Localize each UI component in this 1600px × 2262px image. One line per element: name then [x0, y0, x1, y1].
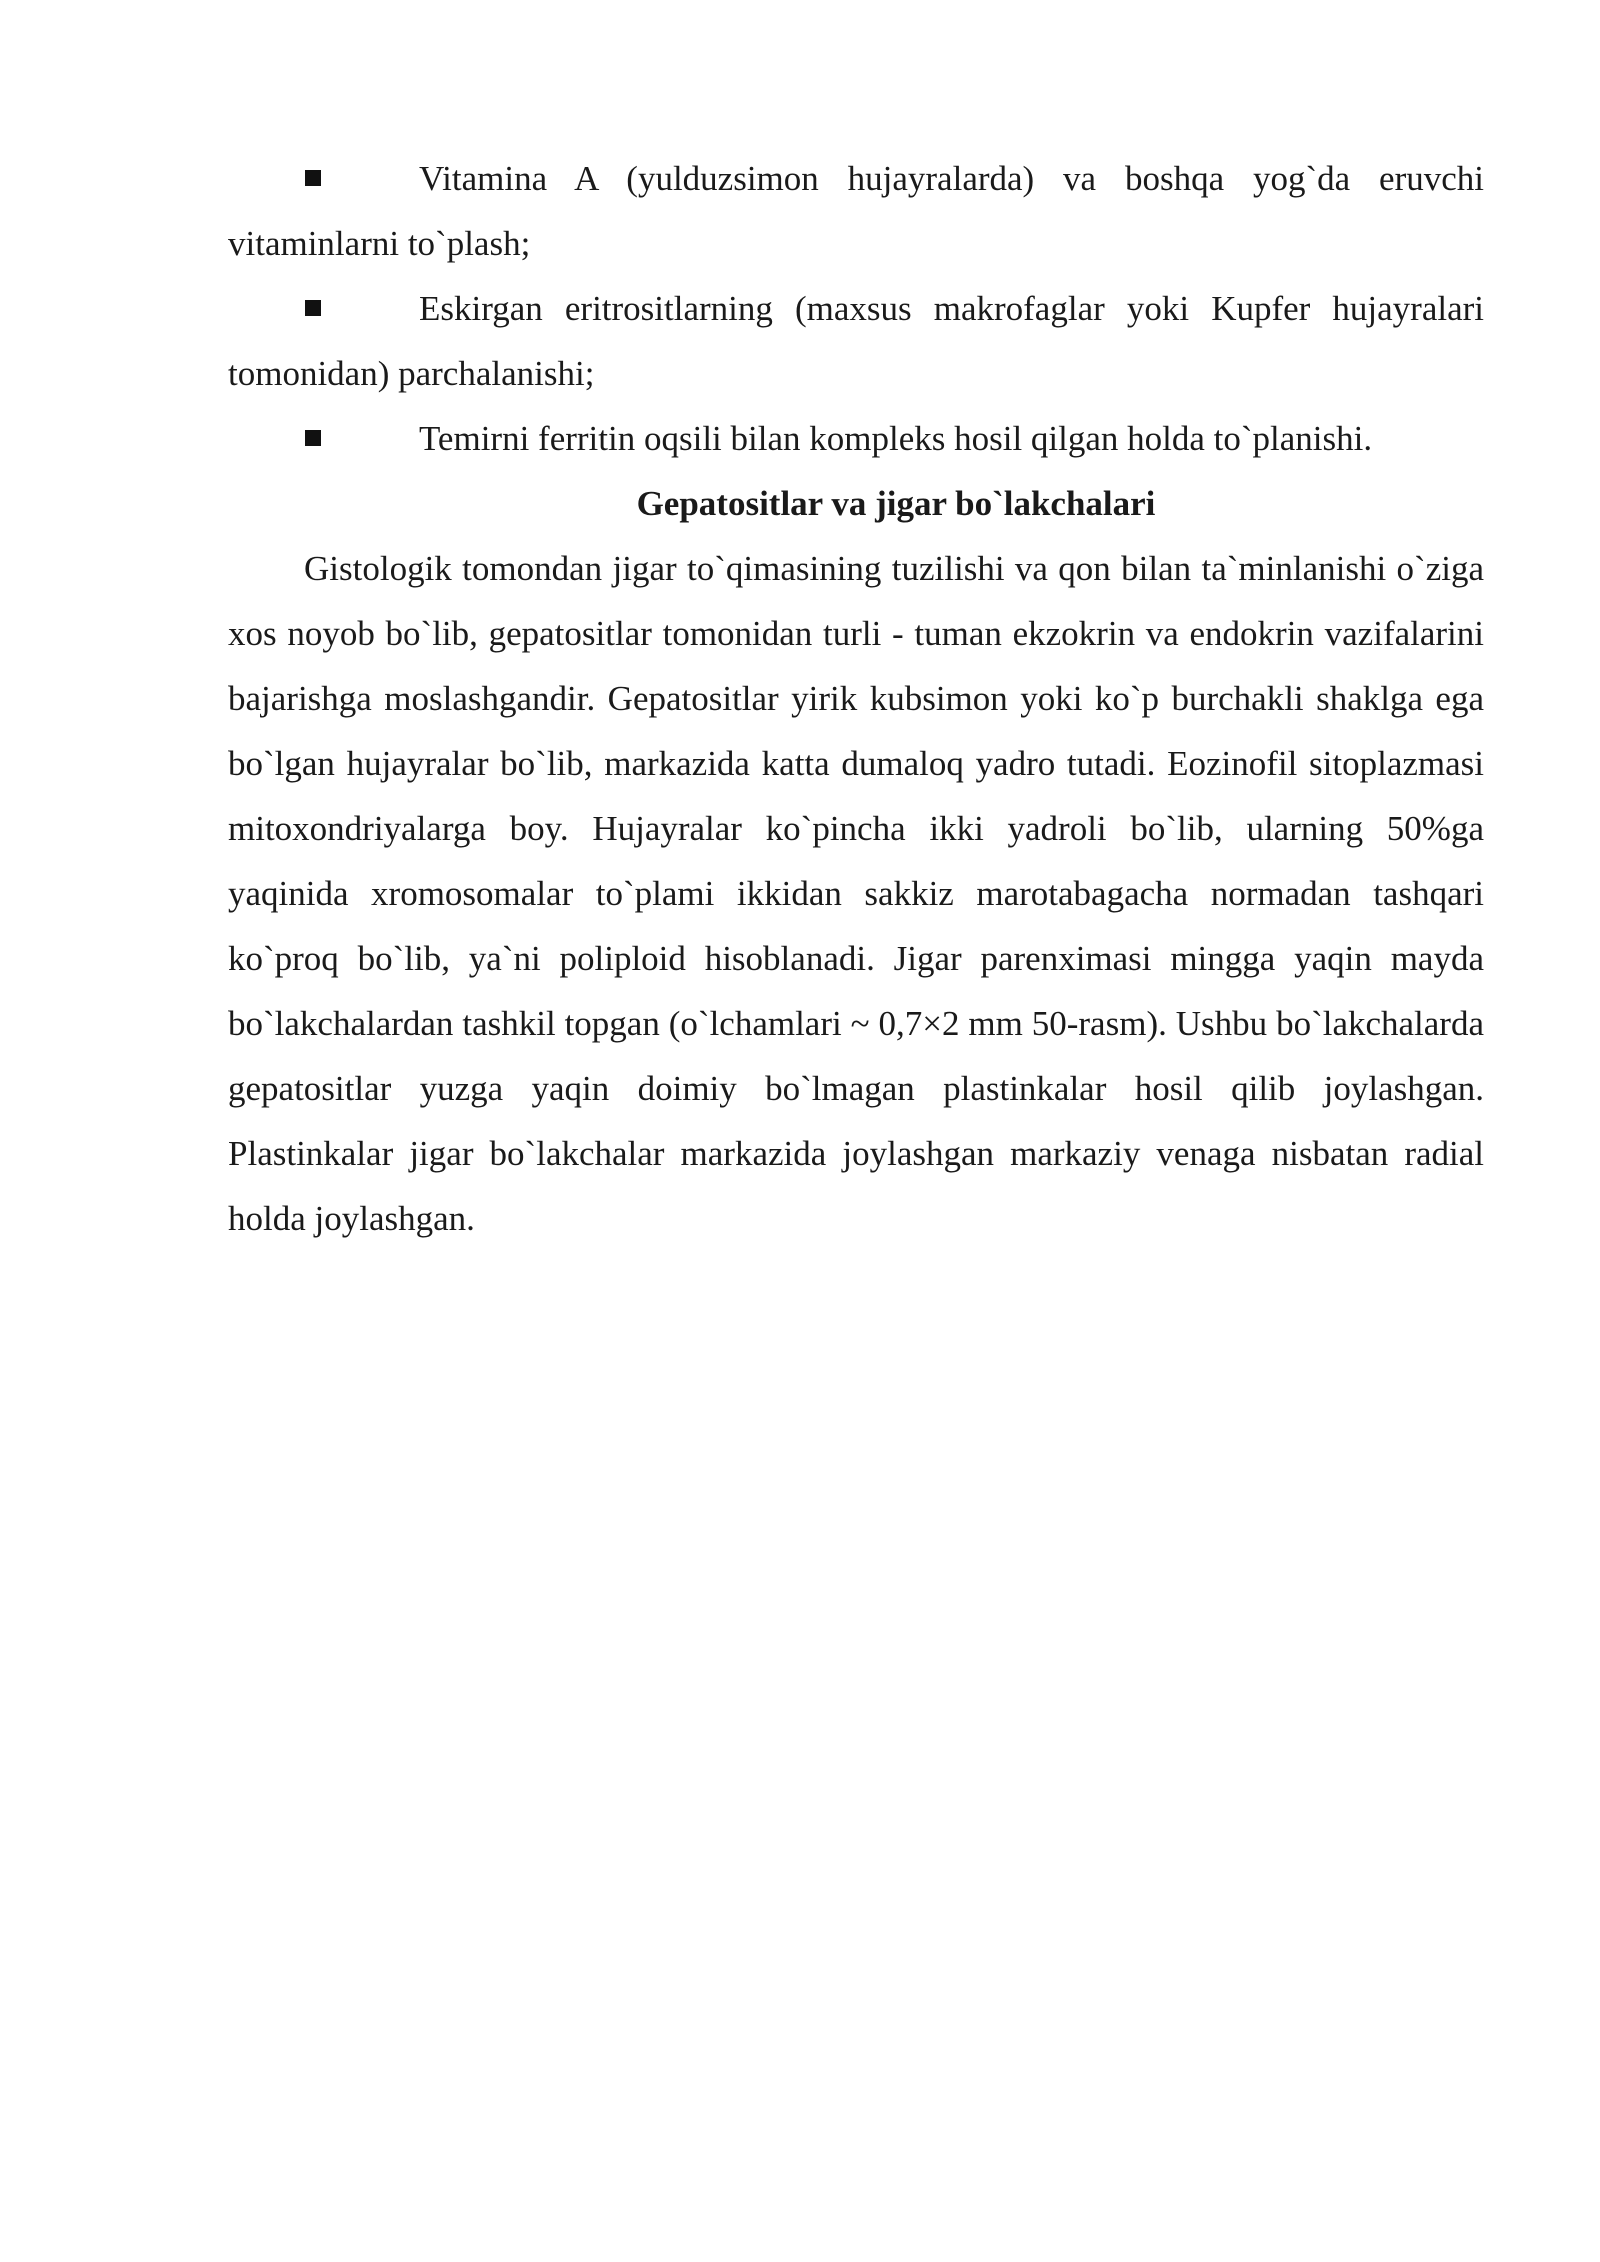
list-item-text: Temirni ferritin oqsili bilan kompleks hosil qilgan holda to`planishi. [419, 419, 1373, 458]
list-item [228, 146, 1484, 276]
list-item-text: Vitamina A (yulduzsimon hujayralarda) va boshqa yog`da eruvchi vitaminlarni to`plash; [228, 159, 1484, 263]
page-content [228, 146, 1484, 1251]
list-item-text: Eskirgan eritrositlarning (maxsus makrofaglar yoki Kupfer hujayralari tomonidan) parchalanishi; [228, 289, 1484, 393]
square-bullet-icon [305, 430, 321, 446]
list-item [228, 276, 1484, 406]
body-paragraph: Gistologik tomondan jigar to`qimasining tuzilishi va qon bilan ta`minlanishi o`ziga xos noyob bo`lib, gepatositlar tomonidan turli - tuman ekzokrin va endokrin vazifalarini bajarishga moslashgandir. Gepatositlar yirik kubsimon yoki ko`p burchakli shaklga ega bo`lgan hujayralar bo`lib, markazida katta dumaloq yadro tutadi. Eozinofil sitoplazmasi mitoxondriyalarga boy. Hujayralar ko`pincha ikki yadroli bo`lib, ularning 50%ga yaqinida xromosomalar to`plami ikkidan sakkiz marotabagacha normadan tashqari ko`proq bo`lib, ya`ni poliploid hisoblanadi. Jigar parenximasi mingga yaqin mayda bo`lakchalardan tashkil topgan (o`lchamlari ~ 0,7×2 mm 50-rasm). Ushbu bo`lakchalarda gepatositlar yuzga yaqin doimiy bo`lmagan plastinkalar hosil qilib joylashgan. Plastinkalar jigar bo`lakchalar markazida joylashgan markaziy venaga nisbatan radial holda joylashgan. [228, 549, 1484, 1238]
list-item [228, 406, 1484, 471]
square-bullet-icon [305, 170, 321, 186]
square-bullet-icon [305, 300, 321, 316]
section-heading: Gepatositlar va jigar bo`lakchalari [636, 484, 1156, 523]
